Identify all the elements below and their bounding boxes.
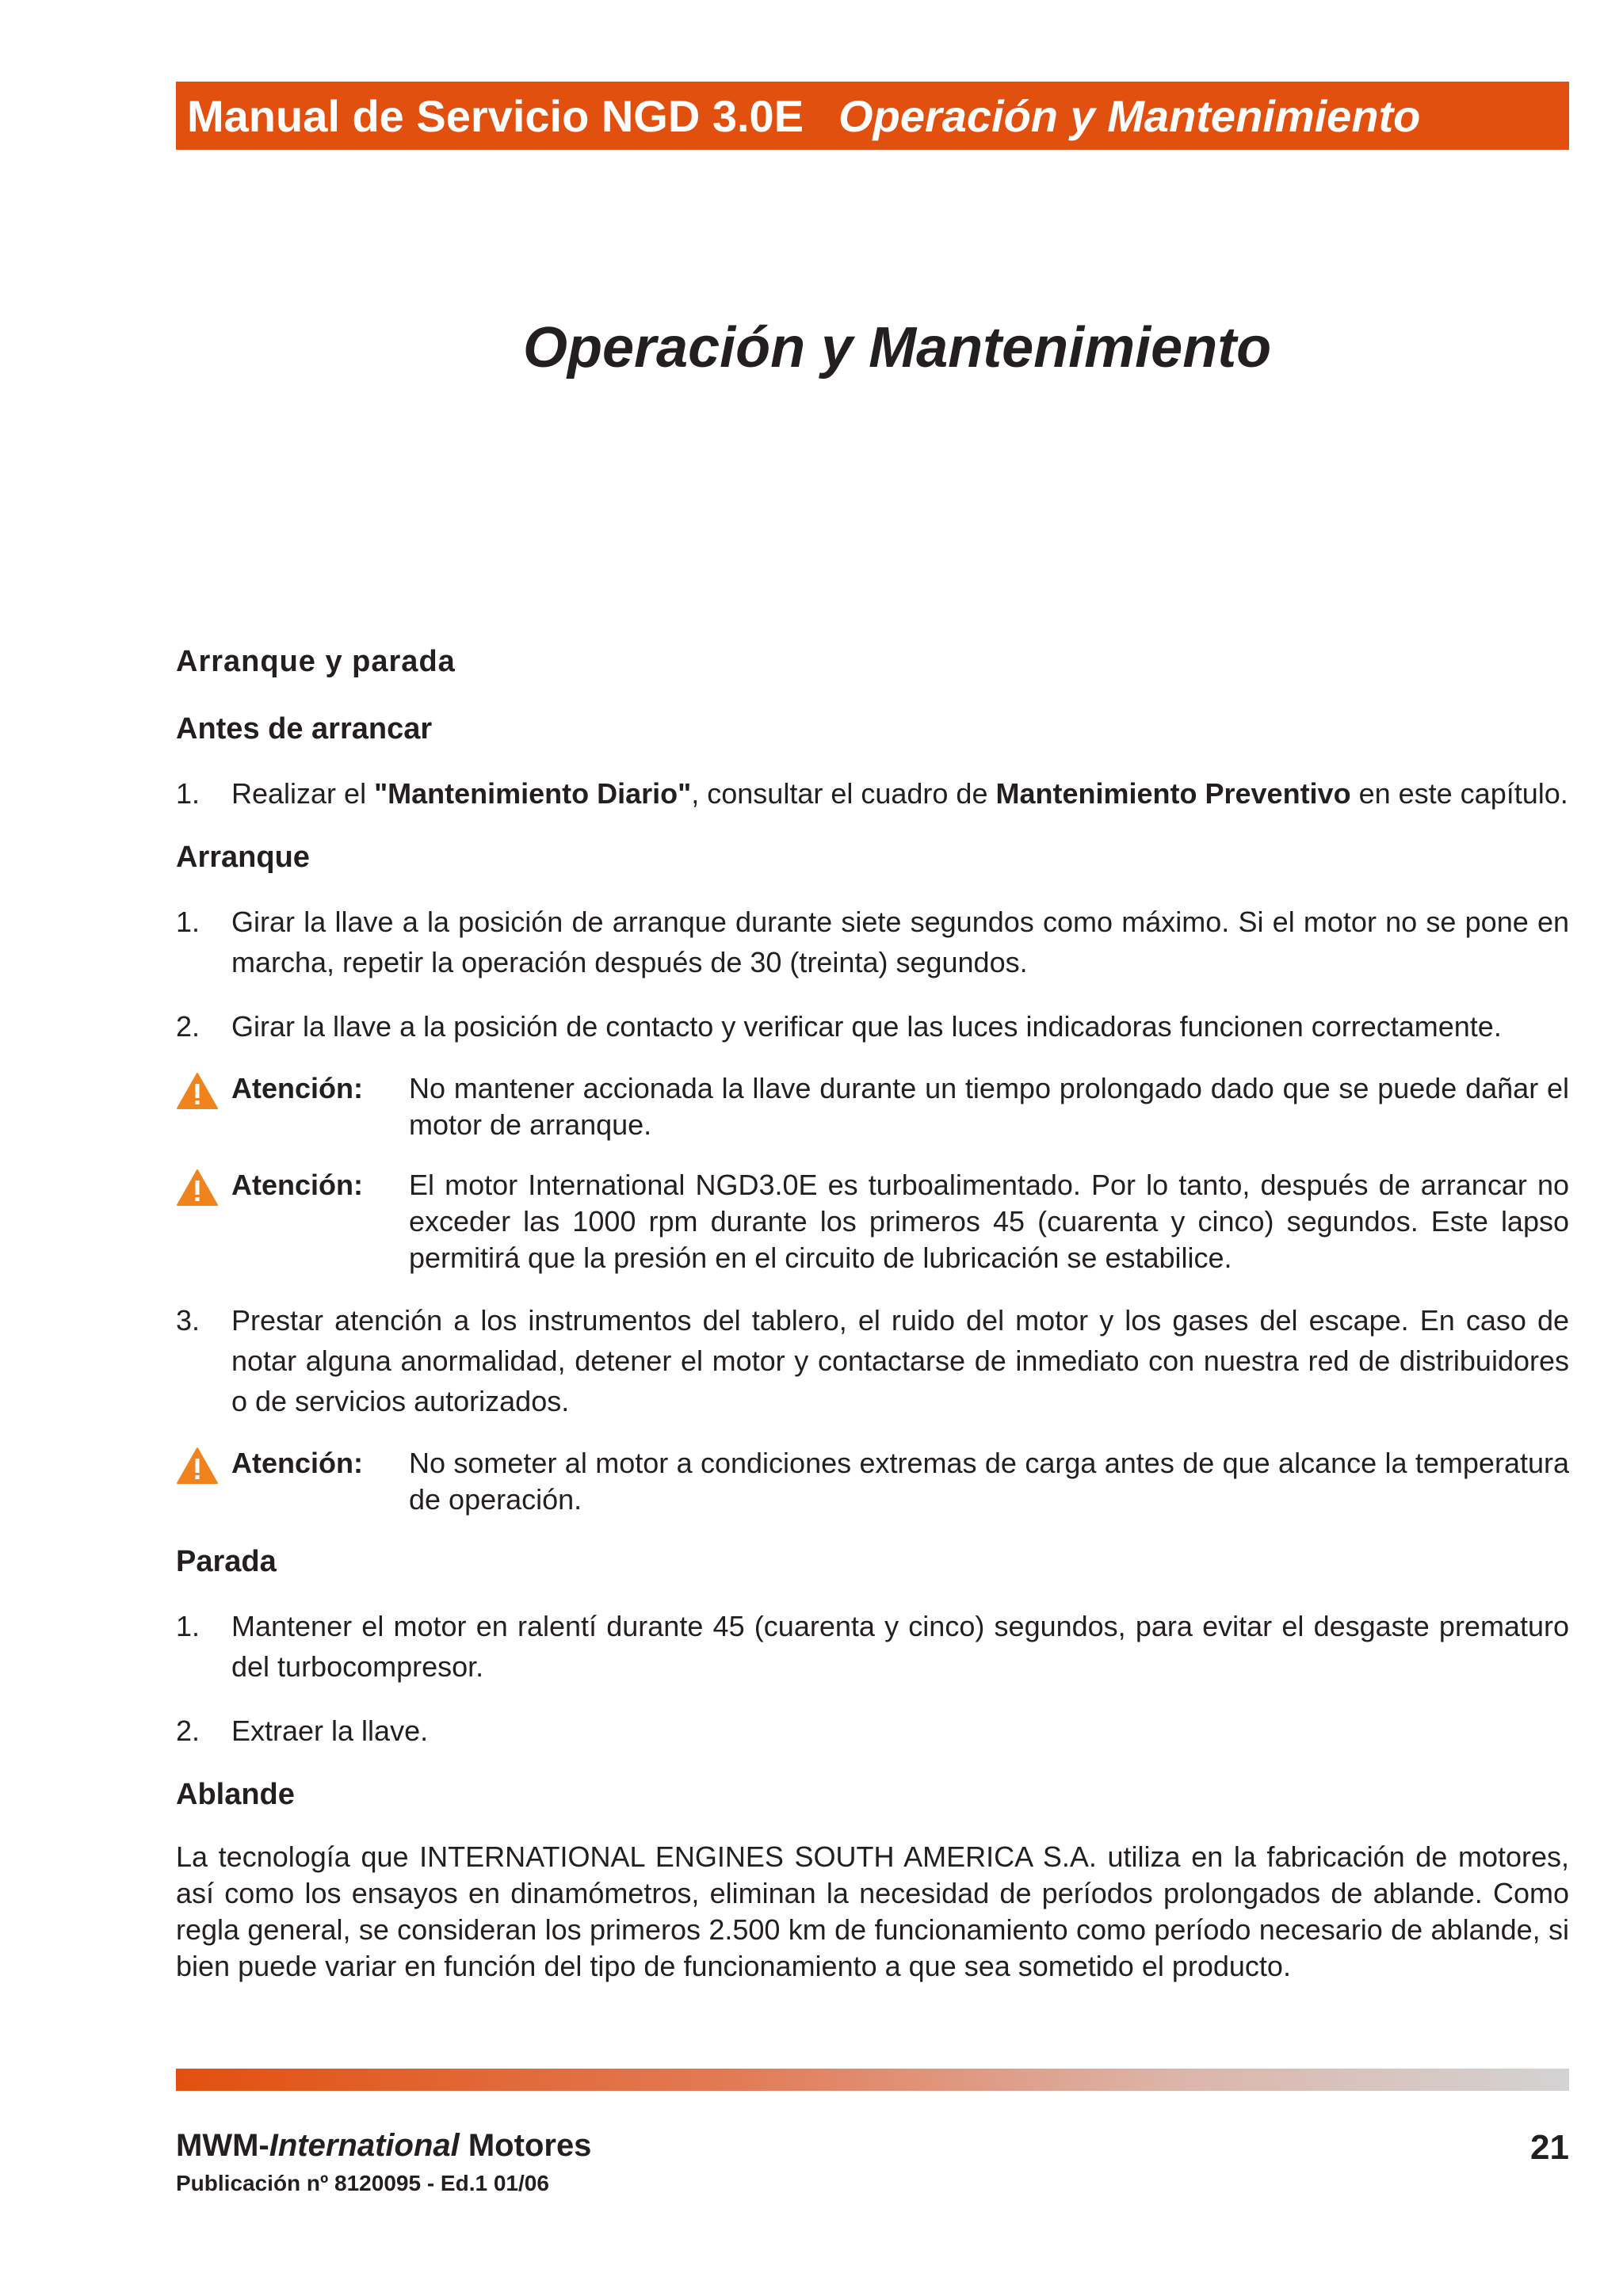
list-text: Mantener el motor en ralentí durante 45 (cuarenta y cinco) segundos, para evitar el desgaste prematuro del turbocompresor. (231, 1610, 1569, 1683)
subheading-ablande: Ablande (176, 1778, 295, 1811)
warning-note (176, 1070, 1569, 1143)
warning-icon (176, 1070, 231, 1143)
warning-note (176, 1445, 1569, 1518)
list-item (176, 1300, 1569, 1421)
warning-label: Atención: (231, 1447, 363, 1479)
list-number: 1. (176, 777, 200, 810)
header-bar (176, 82, 1569, 150)
list-number: 3. (176, 1304, 200, 1337)
list-item (176, 773, 1569, 814)
warning-text: No someter al motor a condiciones extremas de carga antes de que alcance la temperatura de operación. (409, 1447, 1569, 1516)
list-text: Realizar el "Mantenimiento Diario", consultar el cuadro de Mantenimiento Preventivo en este capítulo. (231, 777, 1568, 810)
list-number: 2. (176, 1714, 200, 1747)
header-title: Manual de Servicio NGD 3.0E (187, 90, 804, 141)
subheading-arranque: Arranque (176, 841, 310, 874)
list-item (176, 902, 1569, 982)
list-text: Prestar atención a los instrumentos del tablero, el ruido del motor y los gases del escape. En caso de notar alguna anormalidad, detener el motor y contactarse de inmediato con nuestra red de distribuidores o de servicios autorizados. (231, 1304, 1569, 1417)
list-item (176, 1711, 1569, 1751)
list-number: 1. (176, 906, 200, 938)
warning-label: Atención: (231, 1072, 363, 1104)
chapter-title: Operación y Mantenimiento (523, 316, 1272, 379)
subheading-parada: Parada (176, 1545, 277, 1578)
content (176, 642, 1569, 1985)
warning-icon (176, 1445, 231, 1518)
list-item (176, 1006, 1569, 1047)
header-section: Operación y Mantenimiento (838, 90, 1421, 141)
footer-divider-bar (176, 2069, 1569, 2091)
list-number: 2. (176, 1010, 200, 1043)
subheading-antes-de-arrancar: Antes de arrancar (176, 712, 433, 746)
list-text: Extraer la llave. (231, 1714, 429, 1747)
footer-publication: Publicación nº 8120095 - Ed.1 01/06 (176, 2171, 549, 2195)
ablande-paragraph: La tecnología que INTERNATIONAL ENGINES SOUTH AMERICA S.A. utiliza en la fabricación de motores, así como los ensayos en dinamómetros, eliminan la necesidad de períodos prolongados de ablande. Como regla general, se consideran los primeros 2.500 km de funcionamiento como período necesario de ablande, si bien puede variar en función del tipo de funcionamiento a que sea sometido el producto. (176, 1840, 1569, 1982)
page-number: 21 (1530, 2128, 1569, 2167)
warning-icon (176, 1167, 231, 1276)
warning-text: No mantener accionada la llave durante un tiempo prolongado dado que se puede dañar el motor de arranque. (409, 1072, 1569, 1141)
footer-brand: MWM-International Motores (176, 2128, 592, 2163)
section-heading-arranque-parada: Arranque y parada (176, 645, 456, 678)
warning-label: Atención: (231, 1169, 363, 1201)
warning-text: El motor International NGD3.0E es turboalimentado. Por lo tanto, después de arrancar no exceder las 1000 rpm durante los primeros 45 (cuarenta y cinco) segundos. Este lapso permitirá que la presión en el circuito de lubricación se estabilice. (409, 1169, 1569, 1274)
list-item (176, 1606, 1569, 1687)
list-text: Girar la llave a la posición de contacto y verificar que las luces indicadoras funcionen correctamente. (231, 1010, 1502, 1043)
warning-note (176, 1167, 1569, 1276)
list-number: 1. (176, 1610, 200, 1642)
list-text: Girar la llave a la posición de arranque durante siete segundos como máximo. Si el motor no se pone en marcha, repetir la operación después de 30 (treinta) segundos. (231, 906, 1569, 978)
